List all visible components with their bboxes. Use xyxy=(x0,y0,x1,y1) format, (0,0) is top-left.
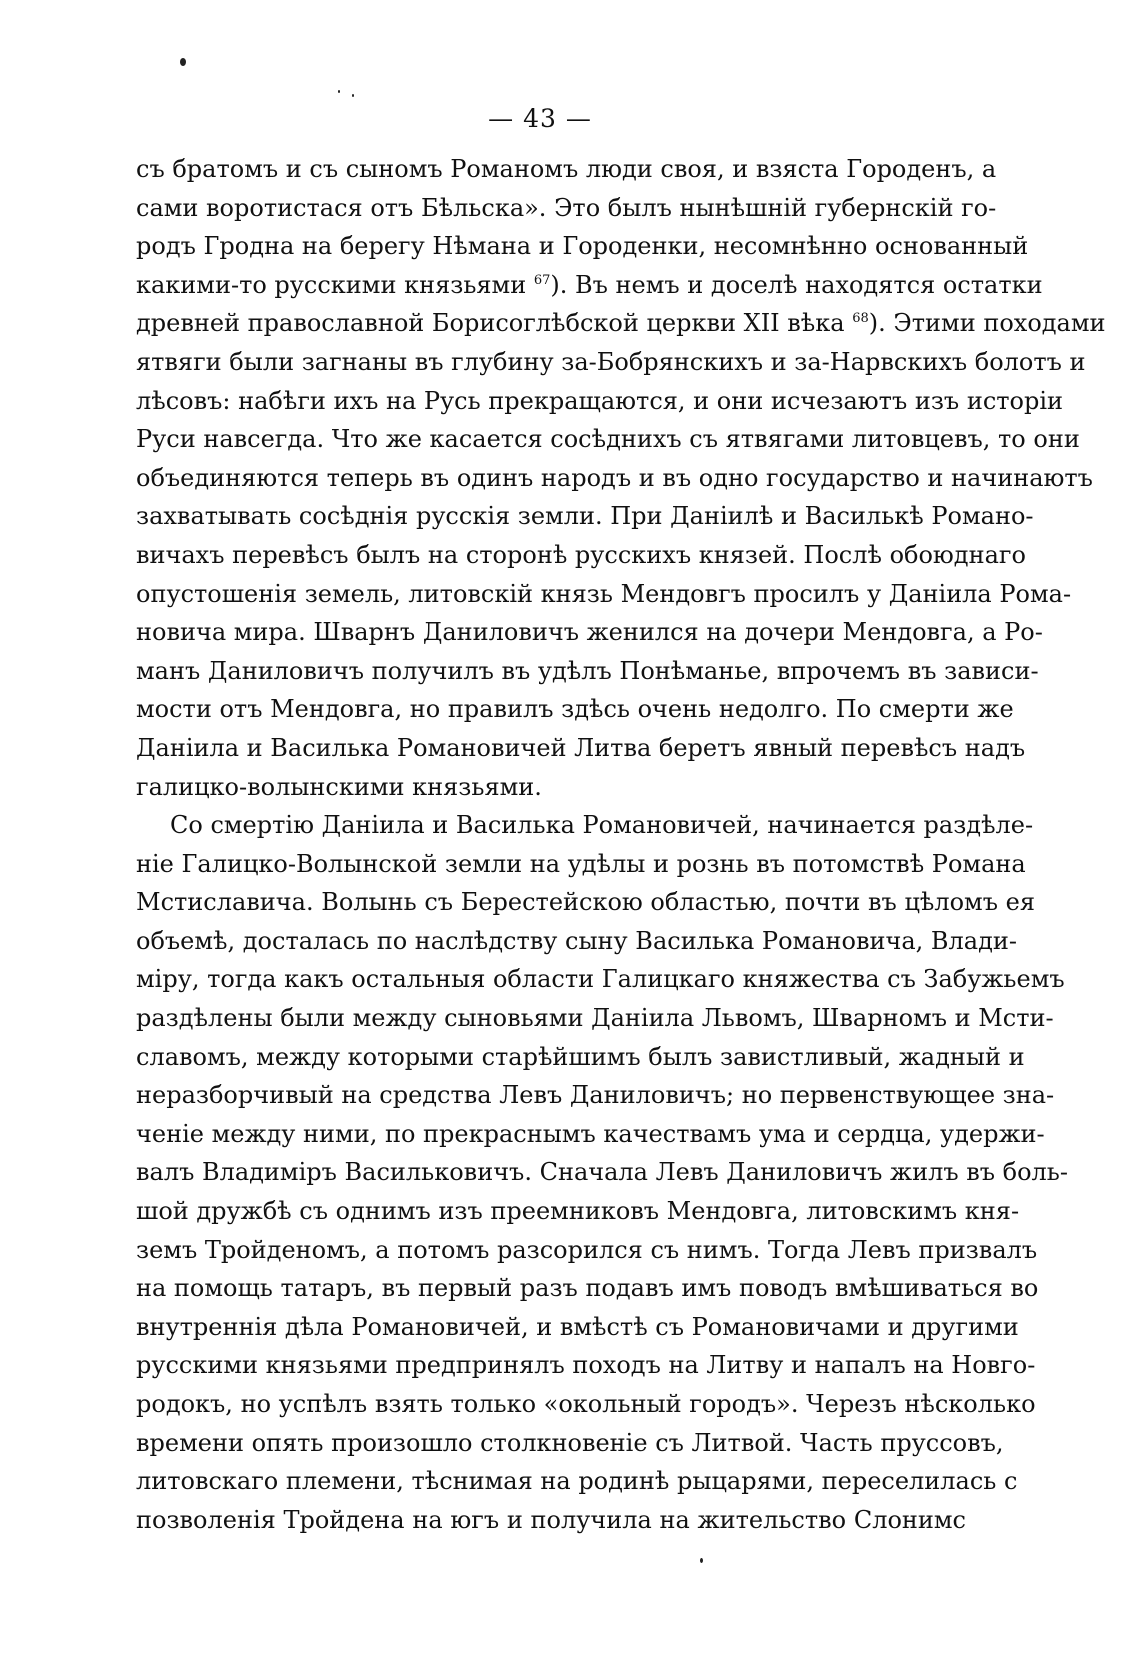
text-line: захватывать сосѣднія русскія земли. При Даніилѣ и Василькѣ Романо- xyxy=(136,502,1034,531)
text-line: внутреннія дѣла Романовичей, и вмѣстѣ съ Романовичами и другими xyxy=(136,1312,1019,1341)
text-line: литовскаго племени, тѣснимая на родинѣ рыцарями, переселилась с xyxy=(136,1467,1018,1496)
text-line: опустошенія земель, литовскій князь Мендовгъ просилъ у Даніила Рома- xyxy=(136,579,1072,608)
ink-speck xyxy=(700,1558,703,1563)
paragraph-1 xyxy=(136,150,1106,806)
text-line: русскими князьями предпринялъ походъ на Литву и напалъ на Новго- xyxy=(136,1351,1036,1380)
text-line: на помощь татаръ, въ первый разъ подавъ имъ поводъ вмѣшиваться во xyxy=(136,1274,1039,1303)
text-line: позволенія Тройдена на югъ и получила на жительство Слонимс xyxy=(136,1505,966,1534)
ink-speck xyxy=(180,58,186,66)
text-line: манъ Даниловичъ получилъ въ удѣлъ Понѣманье, впрочемъ въ зависи- xyxy=(136,656,1039,685)
text-line: съ братомъ и съ сыномъ Романомъ люди своя, и взяста Городенъ, а xyxy=(136,155,997,183)
text-line: міру, тогда какъ остальныя области Галицкаго княжества съ Забужьемъ xyxy=(136,965,1065,994)
text-line: ніе Галицко-Волынской земли на удѣлы и рознь въ потомствѣ Романа xyxy=(136,849,1026,878)
text-line: Даніила и Василька Романовичей Литва беретъ явный перевѣсъ надъ xyxy=(136,733,1026,762)
text-line: родокъ, но успѣлъ взять только «окольный городъ». Черезъ нѣсколько xyxy=(136,1390,1036,1418)
text-line xyxy=(136,304,1106,343)
ink-speck xyxy=(338,90,340,93)
text-line: славомъ, между которыми старѣйшимъ былъ завистливый, жадный и xyxy=(136,1042,1025,1071)
text-line: Со смертію Даніила и Василька Романовичей, начинается раздѣле- xyxy=(170,811,1034,840)
text-line: неразборчивый на средства Левъ Даниловичъ; но первенствующее зна- xyxy=(136,1081,1055,1110)
text-fragment: какими-то русскими князьями xyxy=(136,270,527,299)
text-fragment: ). Въ немъ и доселѣ находятся остатки xyxy=(550,270,1043,299)
text-line: шой дружбѣ съ однимъ изъ преемниковъ Мендовга, литовскимъ кня- xyxy=(136,1197,1020,1226)
text-line: времени опять произошло столкновеніе съ Литвой. Часть пруссовъ, xyxy=(136,1428,1004,1457)
text-line: раздѣлены были между сыновьями Даніила Львомъ, Шварномъ и Мсти- xyxy=(136,1004,1054,1033)
text-line: Руси навсегда. Что же касается сосѣднихъ съ ятвягами литовцевъ, то они xyxy=(136,425,1080,454)
text-line: галицко-волынскими князьями. xyxy=(136,772,542,801)
text-line: ятвяги были загнаны въ глубину за-Бобрянскихъ и за-Нарвскихъ болотъ и xyxy=(136,347,1086,376)
text-line: Мстиславича. Волынь съ Берестейскою областью, почти въ цѣломъ ея xyxy=(136,888,1035,917)
text-line: ченіе между ними, по прекраснымъ качествамъ ума и сердца, удержи- xyxy=(136,1119,1045,1148)
text-line: объединяются теперь въ одинъ народъ и въ одно государство и начинаютъ xyxy=(136,463,1093,492)
text-line: мости отъ Мендовга, но правилъ здѣсь очень недолго. По смерти же xyxy=(136,695,1014,724)
text-line: родъ Гродна на берегу Нѣмана и Городенки, несомнѣнно основанный xyxy=(136,232,1029,261)
footnote-ref-67: 67 xyxy=(533,272,551,288)
ink-speck xyxy=(352,94,354,97)
footnote-ref-68: 68 xyxy=(852,311,869,327)
text-line: объемѣ, досталась по наслѣдству сыну Василька Романовича, Влади- xyxy=(136,926,1017,955)
text-line: сами воротистася отъ Бѣльска». Это былъ нынѣшній губернскій го- xyxy=(136,193,997,222)
text-line: земъ Тройденомъ, а потомъ разсорился съ нимъ. Тогда Левъ призвалъ xyxy=(136,1235,1038,1264)
text-line: лѣсовъ: набѣги ихъ на Русь прекращаются, и они исчезаютъ изъ исторіи xyxy=(136,386,1064,415)
page-number: — 43 — xyxy=(488,104,592,133)
body-text xyxy=(136,150,1106,1539)
text-line: новича мира. Шварнъ Даниловичъ женился на дочери Мендовга, а Ро- xyxy=(136,618,1043,647)
text-fragment: древней православной Борисоглѣбской церкви XII вѣка xyxy=(136,309,845,338)
text-line xyxy=(136,266,1043,305)
text-fragment: ). Этими походами xyxy=(868,309,1106,338)
paragraph-2 xyxy=(136,806,1068,1539)
text-line: валъ Владиміръ Васильковичъ. Сначала Левъ Даниловичъ жилъ въ боль- xyxy=(136,1158,1068,1187)
text-line: вичахъ перевѣсъ былъ на сторонѣ русскихъ князей. Послѣ обоюднаго xyxy=(136,540,1026,569)
